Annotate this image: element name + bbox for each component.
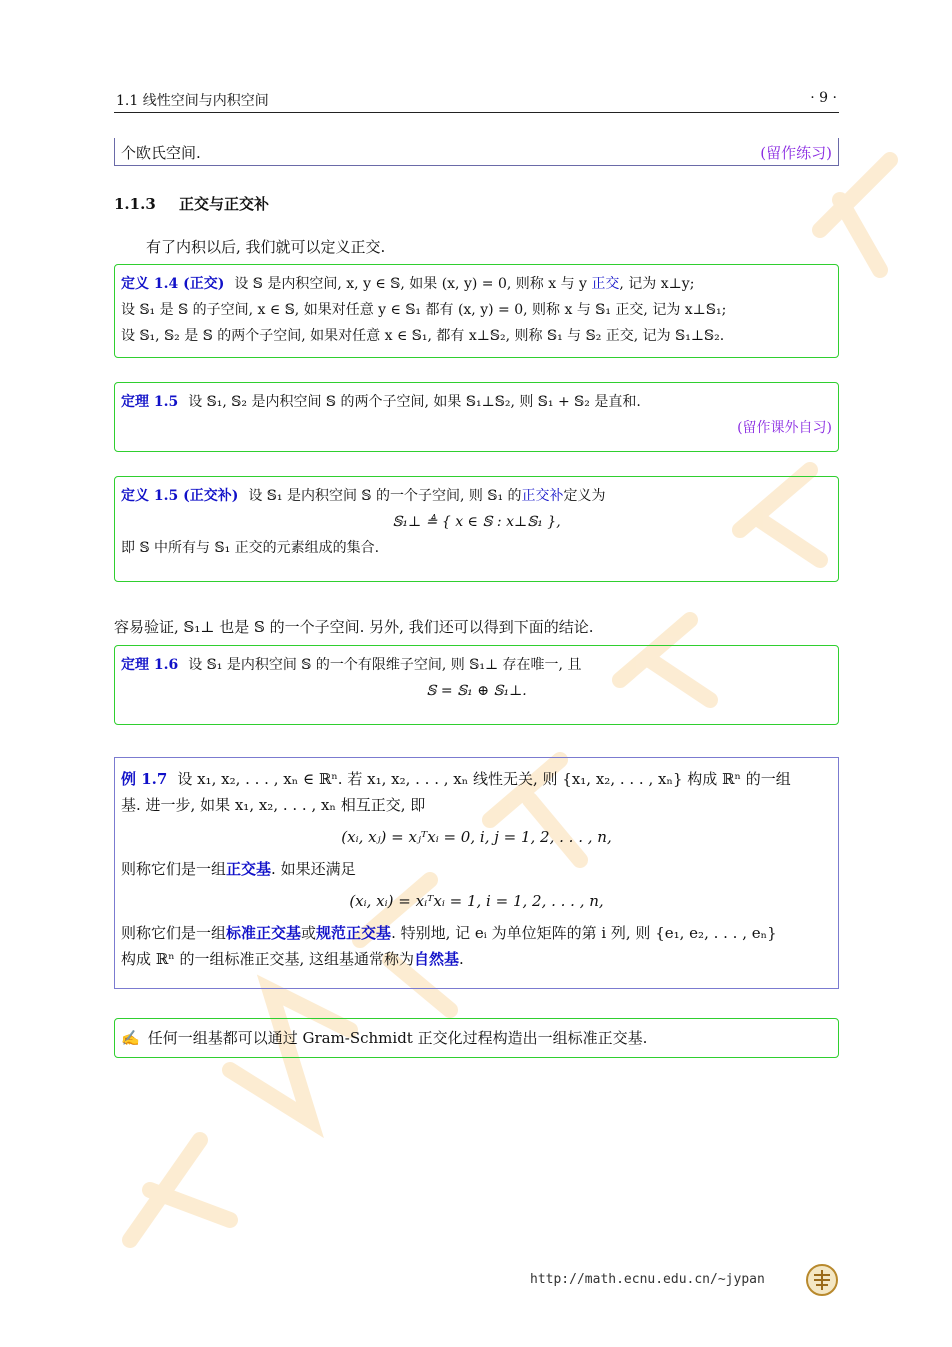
thm16-label: 定理 1.6 — [121, 657, 179, 673]
ex17-term-orthogonal-basis: 正交基 — [226, 860, 272, 878]
footer-url: http://math.ecnu.edu.cn/~jypan — [530, 1272, 765, 1287]
def15-formula: 𝕊₁⊥ ≜ { x ∈ 𝕊 : x⊥𝕊₁ }, — [392, 514, 561, 530]
def14-label: 定义 1.4 (正交) — [121, 276, 225, 292]
ex17-line1: 设 x₁, x₂, . . . , xₙ ∈ ℝⁿ. 若 x₁, x₂, . . . , xₙ 线性无关, 则 {x₁, x₂, . . . , xₙ} 构成 ℝⁿ 的一组 — [177, 770, 791, 788]
thm16-text: 设 𝕊₁ 是内积空间 𝕊 的一个有限维子空间, 则 𝕊₁⊥ 存在唯一, 且 — [188, 657, 582, 673]
carried-box — [114, 138, 839, 166]
thm15-text: 设 𝕊₁, 𝕊₂ 是内积空间 𝕊 的两个子空间, 如果 𝕊₁⊥𝕊₂, 则 𝕊₁ + 𝕊₂ 是直和. — [188, 394, 641, 410]
ex17-line3-a: 则称它们是一组 — [121, 860, 227, 878]
paragraph-2: 容易验证, 𝕊₁⊥ 也是 𝕊 的一个子空间. 另外, 我们还可以得到下面的结论. — [114, 618, 594, 636]
ex17-term-natural-basis: 自然基 — [414, 950, 460, 968]
ex17-line4-or: 或 — [301, 924, 317, 942]
note-box — [114, 1018, 839, 1058]
ex17-formula2: (xᵢ, xᵢ) = xᵢᵀxᵢ = 1, i = 1, 2, . . . , n, — [349, 892, 604, 910]
definition-1-4-box — [114, 264, 839, 358]
ex17-line5-a: 构成 ℝⁿ 的一组标准正交基, 这组基通常称为 — [121, 950, 415, 968]
section-title: 正交与正交补 — [179, 195, 270, 213]
ex17-line4-b: . 特别地, 记 eᵢ 为单位矩阵的第 i 列, 则 {e₁, e₂, . . . , eₙ} — [391, 924, 777, 942]
def14-line1 — [121, 271, 832, 297]
thm16-formula: 𝕊 = 𝕊₁ ⊕ 𝕊₁⊥. — [426, 683, 527, 699]
def14-line2: 设 𝕊₁ 是 𝕊 的子空间, x ∈ 𝕊, 如果对任意 y ∈ 𝕊₁ 都有 (x, y) = 0, 则称 x 与 𝕊₁ 正交, 记为 x⊥𝕊₁; — [121, 302, 727, 318]
def14-text-b: , 记为 x⊥y; — [619, 276, 695, 292]
ex17-line2: 基. 进一步, 如果 x₁, x₂, . . . , xₙ 相互正交, 即 — [121, 796, 426, 814]
page-number: · 9 · — [810, 90, 837, 106]
ex17-line3-b: . 如果还满足 — [271, 860, 356, 878]
def14-term: 正交 — [591, 276, 620, 292]
example-1-7-box — [114, 757, 839, 989]
def15-text-a: 设 𝕊₁ 是内积空间 𝕊 的一个子空间, 则 𝕊₁ 的 — [248, 488, 522, 504]
ex17-formula1: (xᵢ, xⱼ) = xⱼᵀxᵢ = 0, i, j = 1, 2, . . . , n, — [341, 828, 612, 846]
ex17-line5-b: . — [459, 950, 464, 968]
ex17-term-standard-basis: 标准正交基 — [226, 924, 302, 942]
pencil-icon: ✍ — [121, 1029, 140, 1047]
thm15-label: 定理 1.5 — [121, 394, 179, 410]
header-section: 1.1 线性空间与内积空间 — [116, 93, 269, 109]
ex17-line4-a: 则称它们是一组 — [121, 924, 227, 942]
carried-text: 个欧氏空间. — [121, 144, 201, 162]
def15-after: 即 𝕊 中所有与 𝕊₁ 正交的元素组成的集合. — [121, 540, 380, 556]
section-number: 1.1.3 — [114, 195, 156, 213]
theorem-1-5-box — [114, 382, 839, 452]
thm15-note: (留作课外自习) — [737, 420, 832, 436]
university-logo-icon — [805, 1263, 839, 1297]
ex17-label: 例 1.7 — [121, 770, 168, 788]
def15-term: 正交补 — [521, 488, 564, 504]
def14-text-a: 设 𝕊 是内积空间, x, y ∈ 𝕊, 如果 (x, y) = 0, 则称 x 与 y — [234, 276, 592, 292]
exercise-note: (留作练习) — [760, 144, 832, 162]
ex17-term-normalized-basis: 规范正交基 — [316, 924, 392, 942]
section-heading — [114, 193, 839, 214]
intro-paragraph: 有了内积以后, 我们就可以定义正交. — [146, 238, 386, 256]
def15-label: 定义 1.5 (正交补) — [121, 488, 239, 504]
definition-1-5-box — [114, 476, 839, 582]
running-header — [114, 88, 839, 113]
theorem-1-6-box — [114, 645, 839, 725]
def15-text-b: 定义为 — [563, 488, 606, 504]
note-text: 任何一组基都可以通过 Gram-Schmidt 正交化过程构造出一组标准正交基. — [147, 1029, 648, 1047]
def14-line3: 设 𝕊₁, 𝕊₂ 是 𝕊 的两个子空间, 如果对任意 x ∈ 𝕊₁, 都有 x⊥𝕊₂, 则称 𝕊₁ 与 𝕊₂ 正交, 记为 𝕊₁⊥𝕊₂. — [121, 328, 725, 344]
